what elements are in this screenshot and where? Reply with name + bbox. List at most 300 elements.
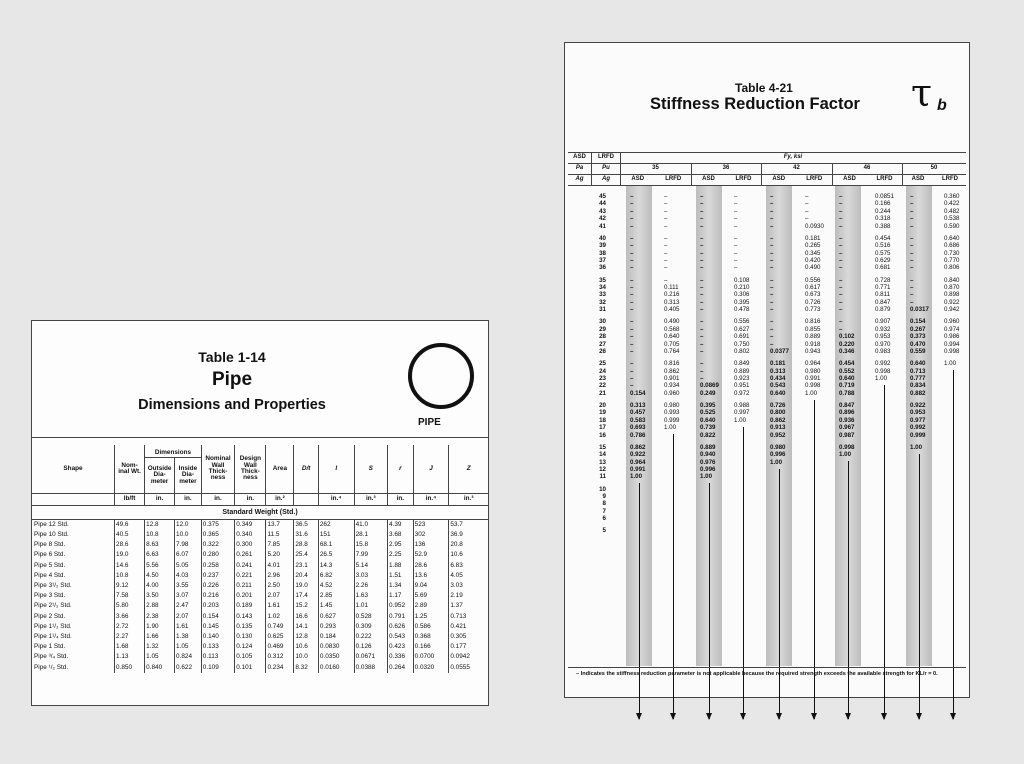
table-cell: 12.8 — [145, 520, 175, 531]
table-cell: – — [700, 222, 704, 230]
table-row — [568, 383, 966, 390]
table-cell: 1.00 — [910, 443, 923, 451]
header-asd: ASD — [573, 154, 586, 160]
header-col-asd: ASD — [772, 176, 786, 182]
table-row — [568, 403, 966, 410]
table-row — [568, 265, 966, 272]
table-row — [32, 612, 488, 622]
table-cell: 0.764 — [664, 348, 680, 355]
kl-r-value: 6 — [602, 515, 606, 523]
table-cell: 2.72 — [115, 622, 145, 632]
col-header-area: Area — [266, 445, 294, 494]
table-cell: 0.870 — [944, 284, 960, 291]
tau-footnote: – Indicates the stiffness reduction parameter is not applicable because the required strength exceeds the available strength for KL/r = 0. — [576, 671, 938, 677]
table-cell: 0.849 — [734, 360, 750, 368]
pipe-properties-table — [32, 445, 488, 673]
table-cell: 0.889 — [700, 443, 716, 451]
table-cell: 0.739 — [700, 424, 716, 432]
table-cell: 1.66 — [145, 632, 175, 642]
table-cell: 0.847 — [839, 402, 855, 409]
table-cell: 0.640 — [770, 389, 786, 397]
table-cell: – — [910, 242, 914, 250]
table-row — [568, 216, 966, 223]
table-cell: – — [700, 249, 704, 257]
table-cell: – — [664, 242, 668, 250]
table-cell: 0.640 — [839, 375, 855, 382]
unit-cell: in. — [145, 494, 175, 506]
table-cell: – — [805, 200, 809, 208]
table-cell: 1.90 — [145, 622, 175, 632]
table-cell: 0.726 — [770, 402, 786, 409]
table-cell: 0.896 — [839, 409, 855, 417]
table-cell: 0.0869 — [700, 382, 719, 390]
table-cell: 0.850 — [115, 663, 145, 673]
kl-r-value: 18 — [599, 416, 606, 424]
table-cell: 1.68 — [115, 642, 145, 652]
table-cell: 0.388 — [875, 222, 891, 230]
table-row — [568, 243, 966, 250]
table-cell: 0.490 — [664, 318, 680, 326]
table-cell: 28.8 — [294, 540, 319, 550]
table-cell: 0.991 — [630, 466, 646, 473]
table-cell: 14.6 — [115, 561, 145, 571]
table-cell: – — [630, 276, 634, 284]
col-header-dt: D/t — [294, 445, 319, 494]
table-cell: – — [910, 257, 914, 264]
table-cell: 40.5 — [115, 530, 145, 540]
kl-r-value: 21 — [599, 389, 606, 397]
table-cell: – — [839, 257, 843, 264]
stiffness-table-page — [564, 42, 970, 698]
table-cell: 0.686 — [944, 242, 960, 250]
table-cell: 0.226 — [201, 581, 234, 591]
table-cell: 14.3 — [318, 561, 354, 571]
table-cell: 1.00 — [630, 473, 643, 481]
table-cell: 10.6 — [449, 551, 488, 561]
table-cell: 19.0 — [115, 551, 145, 561]
table-row — [32, 602, 488, 612]
kl-r-value: 29 — [599, 325, 606, 333]
table-row — [568, 251, 966, 258]
table-row — [568, 460, 966, 467]
table-cell: 0.360 — [944, 193, 960, 200]
table-cell: 0.626 — [388, 622, 414, 632]
table-cell: 0.976 — [700, 458, 716, 466]
table-cell: 0.681 — [875, 264, 891, 272]
table-cell: 0.482 — [944, 207, 960, 215]
table-cell: 0.889 — [734, 367, 750, 375]
table-cell: 0.625 — [266, 632, 294, 642]
table-cell: – — [700, 242, 704, 250]
shape-name-cell: Pipe 1 Std. — [34, 643, 66, 651]
table-cell: 0.422 — [944, 200, 960, 208]
table-cell: 0.629 — [875, 257, 891, 264]
table-cell: 68.1 — [318, 540, 354, 550]
table-cell: – — [910, 215, 914, 223]
table-cell: – — [770, 333, 774, 341]
table-cell: 0.264 — [388, 663, 414, 673]
table-cell: 0.135 — [235, 622, 266, 632]
table-cell: 20.4 — [294, 571, 319, 581]
table-cell: 2.19 — [449, 591, 488, 601]
table-cell: 0.816 — [805, 318, 821, 326]
shape-name-cell: Pipe 2¹/₂ Std. — [34, 602, 72, 610]
table-cell: 1.61 — [266, 602, 294, 612]
table-cell: 17.4 — [294, 591, 319, 601]
table-cell: 0.454 — [839, 360, 855, 368]
table-cell: 0.568 — [664, 325, 680, 333]
table-row — [568, 327, 966, 334]
header-strength: 50 — [930, 165, 938, 171]
table-cell: 0.998 — [875, 367, 891, 375]
table-cell: 0.951 — [734, 382, 750, 390]
shape-name-cell: Pipe 3¹/₂ Std. — [34, 582, 72, 590]
table-cell: – — [700, 234, 704, 242]
table-cell: – — [839, 200, 843, 208]
kl-r-value: 45 — [599, 193, 606, 200]
table-cell: 0.189 — [235, 602, 266, 612]
table-cell: 2.88 — [145, 602, 175, 612]
table-cell: 1.00 — [805, 389, 818, 397]
table-cell: 0.987 — [839, 431, 855, 439]
table-row — [568, 278, 966, 285]
table-row — [32, 551, 488, 561]
table-cell: 0.806 — [944, 264, 960, 272]
table-cell: – — [700, 348, 704, 355]
table-cell: 0.210 — [734, 284, 750, 291]
table-cell: 4.01 — [266, 561, 294, 571]
table-cell: 0.922 — [944, 298, 960, 306]
table-cell: 0.640 — [910, 360, 926, 368]
table-cell: 0.996 — [770, 451, 786, 459]
table-row — [32, 642, 488, 652]
table-cell: 1.00 — [944, 360, 957, 368]
table-cell: 0.166 — [413, 642, 449, 652]
table-cell: – — [630, 333, 634, 341]
table-cell: – — [910, 200, 914, 208]
kl-r-value: 23 — [599, 375, 606, 382]
table-cell: – — [839, 242, 843, 250]
unit-cell: in. — [388, 494, 414, 506]
table-cell: 0.0930 — [805, 222, 824, 230]
table-cell: 0.986 — [944, 333, 960, 341]
table-cell: 28.1 — [354, 530, 387, 540]
table-cell: 0.373 — [910, 333, 926, 341]
table-cell: 136 — [413, 540, 449, 550]
kl-r-value: 24 — [599, 367, 606, 375]
table-cell: 0.980 — [664, 402, 680, 409]
table-cell: – — [630, 242, 634, 250]
table-cell: 2.96 — [266, 571, 294, 581]
table-row — [568, 236, 966, 243]
table-cell: 7.98 — [175, 540, 202, 550]
kl-r-value: 12 — [599, 466, 606, 473]
table-cell: 4.03 — [175, 571, 202, 581]
table-cell: 0.998 — [944, 348, 960, 355]
table-cell: 0.101 — [235, 663, 266, 673]
table-cell: 0.0320 — [413, 663, 449, 673]
table-cell: – — [770, 325, 774, 333]
table-cell: 0.249 — [700, 389, 716, 397]
table-cell: 36.5 — [294, 520, 319, 531]
table-cell: 0.824 — [175, 652, 202, 662]
table-cell: – — [664, 257, 668, 264]
table-cell: – — [770, 215, 774, 223]
table-cell: 0.960 — [664, 389, 680, 397]
table-cell: – — [839, 325, 843, 333]
table-cell: 0.953 — [910, 409, 926, 417]
table-cell: 0.730 — [944, 249, 960, 257]
table-cell: 1.37 — [449, 602, 488, 612]
table-cell: 0.216 — [664, 291, 680, 299]
table-cell: 2.50 — [266, 581, 294, 591]
table-cell: – — [839, 318, 843, 326]
table-cell: – — [700, 318, 704, 326]
table-cell: 0.140 — [201, 632, 234, 642]
kl-r-value: 22 — [599, 382, 606, 390]
table-cell: – — [910, 193, 914, 200]
table-cell: 4.52 — [318, 581, 354, 591]
table-cell: 0.750 — [734, 340, 750, 348]
table-cell: 0.258 — [201, 561, 234, 571]
kl-r-value: 42 — [599, 215, 606, 223]
table-cell: 0.786 — [630, 431, 646, 439]
unit-cell: in.³ — [354, 494, 387, 506]
shape-name-cell: Pipe 3 Std. — [34, 592, 66, 600]
table-row — [32, 632, 488, 642]
unit-cell: in. — [201, 494, 234, 506]
table-cell: – — [770, 306, 774, 314]
divider — [32, 437, 488, 438]
header-strength: 42 — [793, 165, 800, 171]
table-cell: 1.00 — [875, 375, 888, 382]
header-ag-asd: Ag — [575, 176, 584, 182]
kl-r-value: 39 — [599, 242, 606, 250]
unit-cell: in.⁴ — [413, 494, 449, 506]
table-row — [32, 591, 488, 601]
table-cell: 0.816 — [664, 360, 680, 368]
table-cell: 0.322 — [201, 540, 234, 550]
pipe-table-number: Table 1-14 — [198, 349, 266, 365]
table-cell: 0.423 — [388, 642, 414, 652]
table-cell: 23.1 — [294, 561, 319, 571]
kl-r-value: 7 — [602, 507, 606, 515]
pipe-symbol-label: PIPE — [418, 417, 441, 428]
table-cell: 0.673 — [805, 291, 821, 299]
kl-r-value: 32 — [599, 298, 606, 306]
table-cell: 20.8 — [449, 540, 488, 550]
table-cell: 0.0555 — [449, 663, 488, 673]
table-cell: – — [700, 367, 704, 375]
unit-cell: in. — [235, 494, 266, 506]
table-cell: 0.999 — [664, 416, 680, 424]
table-cell: 2.89 — [413, 602, 449, 612]
table-cell: – — [839, 284, 843, 291]
table-cell: – — [630, 222, 634, 230]
kl-r-value: 44 — [599, 200, 606, 208]
table-cell: 52.9 — [413, 551, 449, 561]
section-heading: Standard Weight (Std.) — [32, 506, 488, 520]
table-cell: 0.318 — [875, 215, 891, 223]
table-cell: 0.469 — [266, 642, 294, 652]
table-row — [568, 361, 966, 368]
table-cell: – — [910, 276, 914, 284]
header-strength: 36 — [722, 165, 730, 171]
table-cell: 0.913 — [770, 424, 786, 432]
table-row — [568, 425, 966, 432]
table-cell: 0.309 — [354, 622, 387, 632]
table-cell: 0.559 — [910, 348, 926, 355]
table-cell: 36.9 — [449, 530, 488, 540]
table-cell: – — [700, 340, 704, 348]
table-cell: 0.726 — [805, 298, 821, 306]
table-cell: 0.313 — [630, 402, 646, 409]
table-cell: 0.942 — [944, 306, 960, 314]
table-cell: – — [664, 222, 668, 230]
table-cell: 4.00 — [145, 581, 175, 591]
table-cell: 1.63 — [354, 591, 387, 601]
table-cell: 0.105 — [235, 652, 266, 662]
shape-name-cell: Pipe ³/₄ Std. — [34, 653, 69, 661]
unit-cell: in.² — [266, 494, 294, 506]
table-cell: – — [839, 291, 843, 299]
table-cell: 12.0 — [175, 520, 202, 531]
table-cell: 0.0830 — [318, 642, 354, 652]
table-cell: – — [700, 200, 704, 208]
header-fy: Fy, ksi — [783, 154, 803, 160]
table-cell: 0.113 — [201, 652, 234, 662]
table-cell: 2.95 — [388, 540, 414, 550]
table-cell: 0.940 — [700, 451, 716, 459]
table-cell: – — [630, 200, 634, 208]
kl-r-value: 27 — [599, 340, 606, 348]
table-row — [32, 581, 488, 591]
table-cell: 3.07 — [175, 591, 202, 601]
table-cell: 14.1 — [294, 622, 319, 632]
table-cell: 0.964 — [805, 360, 821, 368]
table-cell: 0.993 — [664, 409, 680, 417]
table-cell: 0.395 — [700, 402, 716, 409]
table-cell: 0.346 — [839, 348, 855, 355]
table-cell: 4.39 — [388, 520, 414, 531]
table-cell: 6.83 — [449, 561, 488, 571]
table-cell: 2.26 — [354, 581, 387, 591]
table-cell: 0.305 — [449, 632, 488, 642]
table-row — [568, 209, 966, 216]
table-cell: – — [664, 234, 668, 242]
table-cell: 0.234 — [266, 663, 294, 673]
table-cell: 2.85 — [318, 591, 354, 601]
table-cell: 0.992 — [875, 360, 891, 368]
table-cell: – — [700, 284, 704, 291]
table-row — [568, 445, 966, 452]
table-cell: 0.922 — [910, 402, 926, 409]
table-cell: 1.61 — [175, 622, 202, 632]
table-cell: 7.58 — [115, 591, 145, 601]
table-cell: 0.395 — [734, 298, 750, 306]
table-cell: 0.988 — [734, 402, 750, 409]
table-cell: 0.0160 — [318, 663, 354, 673]
kl-r-value: 40 — [599, 234, 606, 242]
table-cell: 0.405 — [664, 306, 680, 314]
table-cell: 0.994 — [944, 340, 960, 348]
table-row — [568, 433, 966, 440]
header-col-asd: ASD — [702, 176, 715, 182]
table-cell: 8.32 — [294, 663, 319, 673]
table-row — [568, 369, 966, 376]
table-cell: – — [664, 249, 668, 257]
table-cell: 0.420 — [805, 257, 821, 264]
table-cell: 25.4 — [294, 551, 319, 561]
down-arrow-icon — [779, 469, 780, 719]
table-cell: 6.07 — [175, 551, 202, 561]
table-cell: 0.627 — [318, 612, 354, 622]
table-cell: 1.00 — [700, 473, 713, 481]
table-cell: – — [734, 193, 738, 200]
table-cell: 0.980 — [770, 443, 786, 451]
table-cell: 1.00 — [664, 424, 677, 432]
kl-r-value: 28 — [599, 333, 606, 341]
table-cell: 0.0317 — [910, 306, 929, 314]
col-header-nominal-wall: Nominal Wall Thick-ness — [201, 445, 234, 494]
col-group-dimensions: Dimensions — [145, 445, 202, 457]
table-cell: 0.166 — [875, 200, 891, 208]
col-header-inside-dia: Inside Dia-meter — [175, 457, 202, 493]
unit-cell: in. — [175, 494, 202, 506]
table-cell: 0.312 — [266, 652, 294, 662]
table-cell: 0.216 — [201, 591, 234, 601]
table-cell: 0.983 — [875, 348, 891, 355]
table-cell: 10.0 — [175, 530, 202, 540]
table-cell: 1.00 — [839, 451, 852, 459]
table-cell: 0.543 — [388, 632, 414, 642]
table-cell: 0.992 — [910, 424, 926, 432]
kl-r-value: 37 — [599, 257, 606, 264]
table-cell: 1.32 — [145, 642, 175, 652]
table-cell: – — [630, 264, 634, 272]
down-arrow-icon — [709, 483, 710, 719]
table-cell: 0.340 — [235, 530, 266, 540]
table-cell: – — [700, 291, 704, 299]
table-cell: – — [734, 257, 738, 264]
table-cell: 0.154 — [201, 612, 234, 622]
table-cell: 0.822 — [700, 431, 716, 439]
table-cell: – — [839, 298, 843, 306]
kl-r-value: 15 — [599, 443, 606, 451]
table-cell: 0.181 — [805, 234, 821, 242]
table-cell: 0.490 — [805, 264, 821, 272]
kl-r-value: 14 — [599, 451, 606, 459]
table-cell: 0.478 — [734, 306, 750, 314]
table-cell: 0.617 — [805, 284, 821, 291]
table-cell: 0.556 — [734, 318, 750, 326]
table-cell: – — [630, 340, 634, 348]
table-cell: 0.996 — [700, 466, 716, 473]
table-cell: – — [700, 215, 704, 223]
table-row — [568, 487, 966, 494]
table-cell: 0.834 — [910, 382, 926, 390]
table-cell: 6.82 — [318, 571, 354, 581]
table-cell: 0.528 — [354, 612, 387, 622]
table-cell: 0.879 — [875, 306, 891, 314]
table-cell: – — [839, 306, 843, 314]
table-row — [568, 501, 966, 508]
tau-table-number: Table 4-21 — [735, 81, 793, 95]
table-cell: 0.972 — [734, 389, 750, 397]
table-cell: – — [910, 284, 914, 291]
table-cell: 0.590 — [944, 222, 960, 230]
table-cell: 0.627 — [734, 325, 750, 333]
